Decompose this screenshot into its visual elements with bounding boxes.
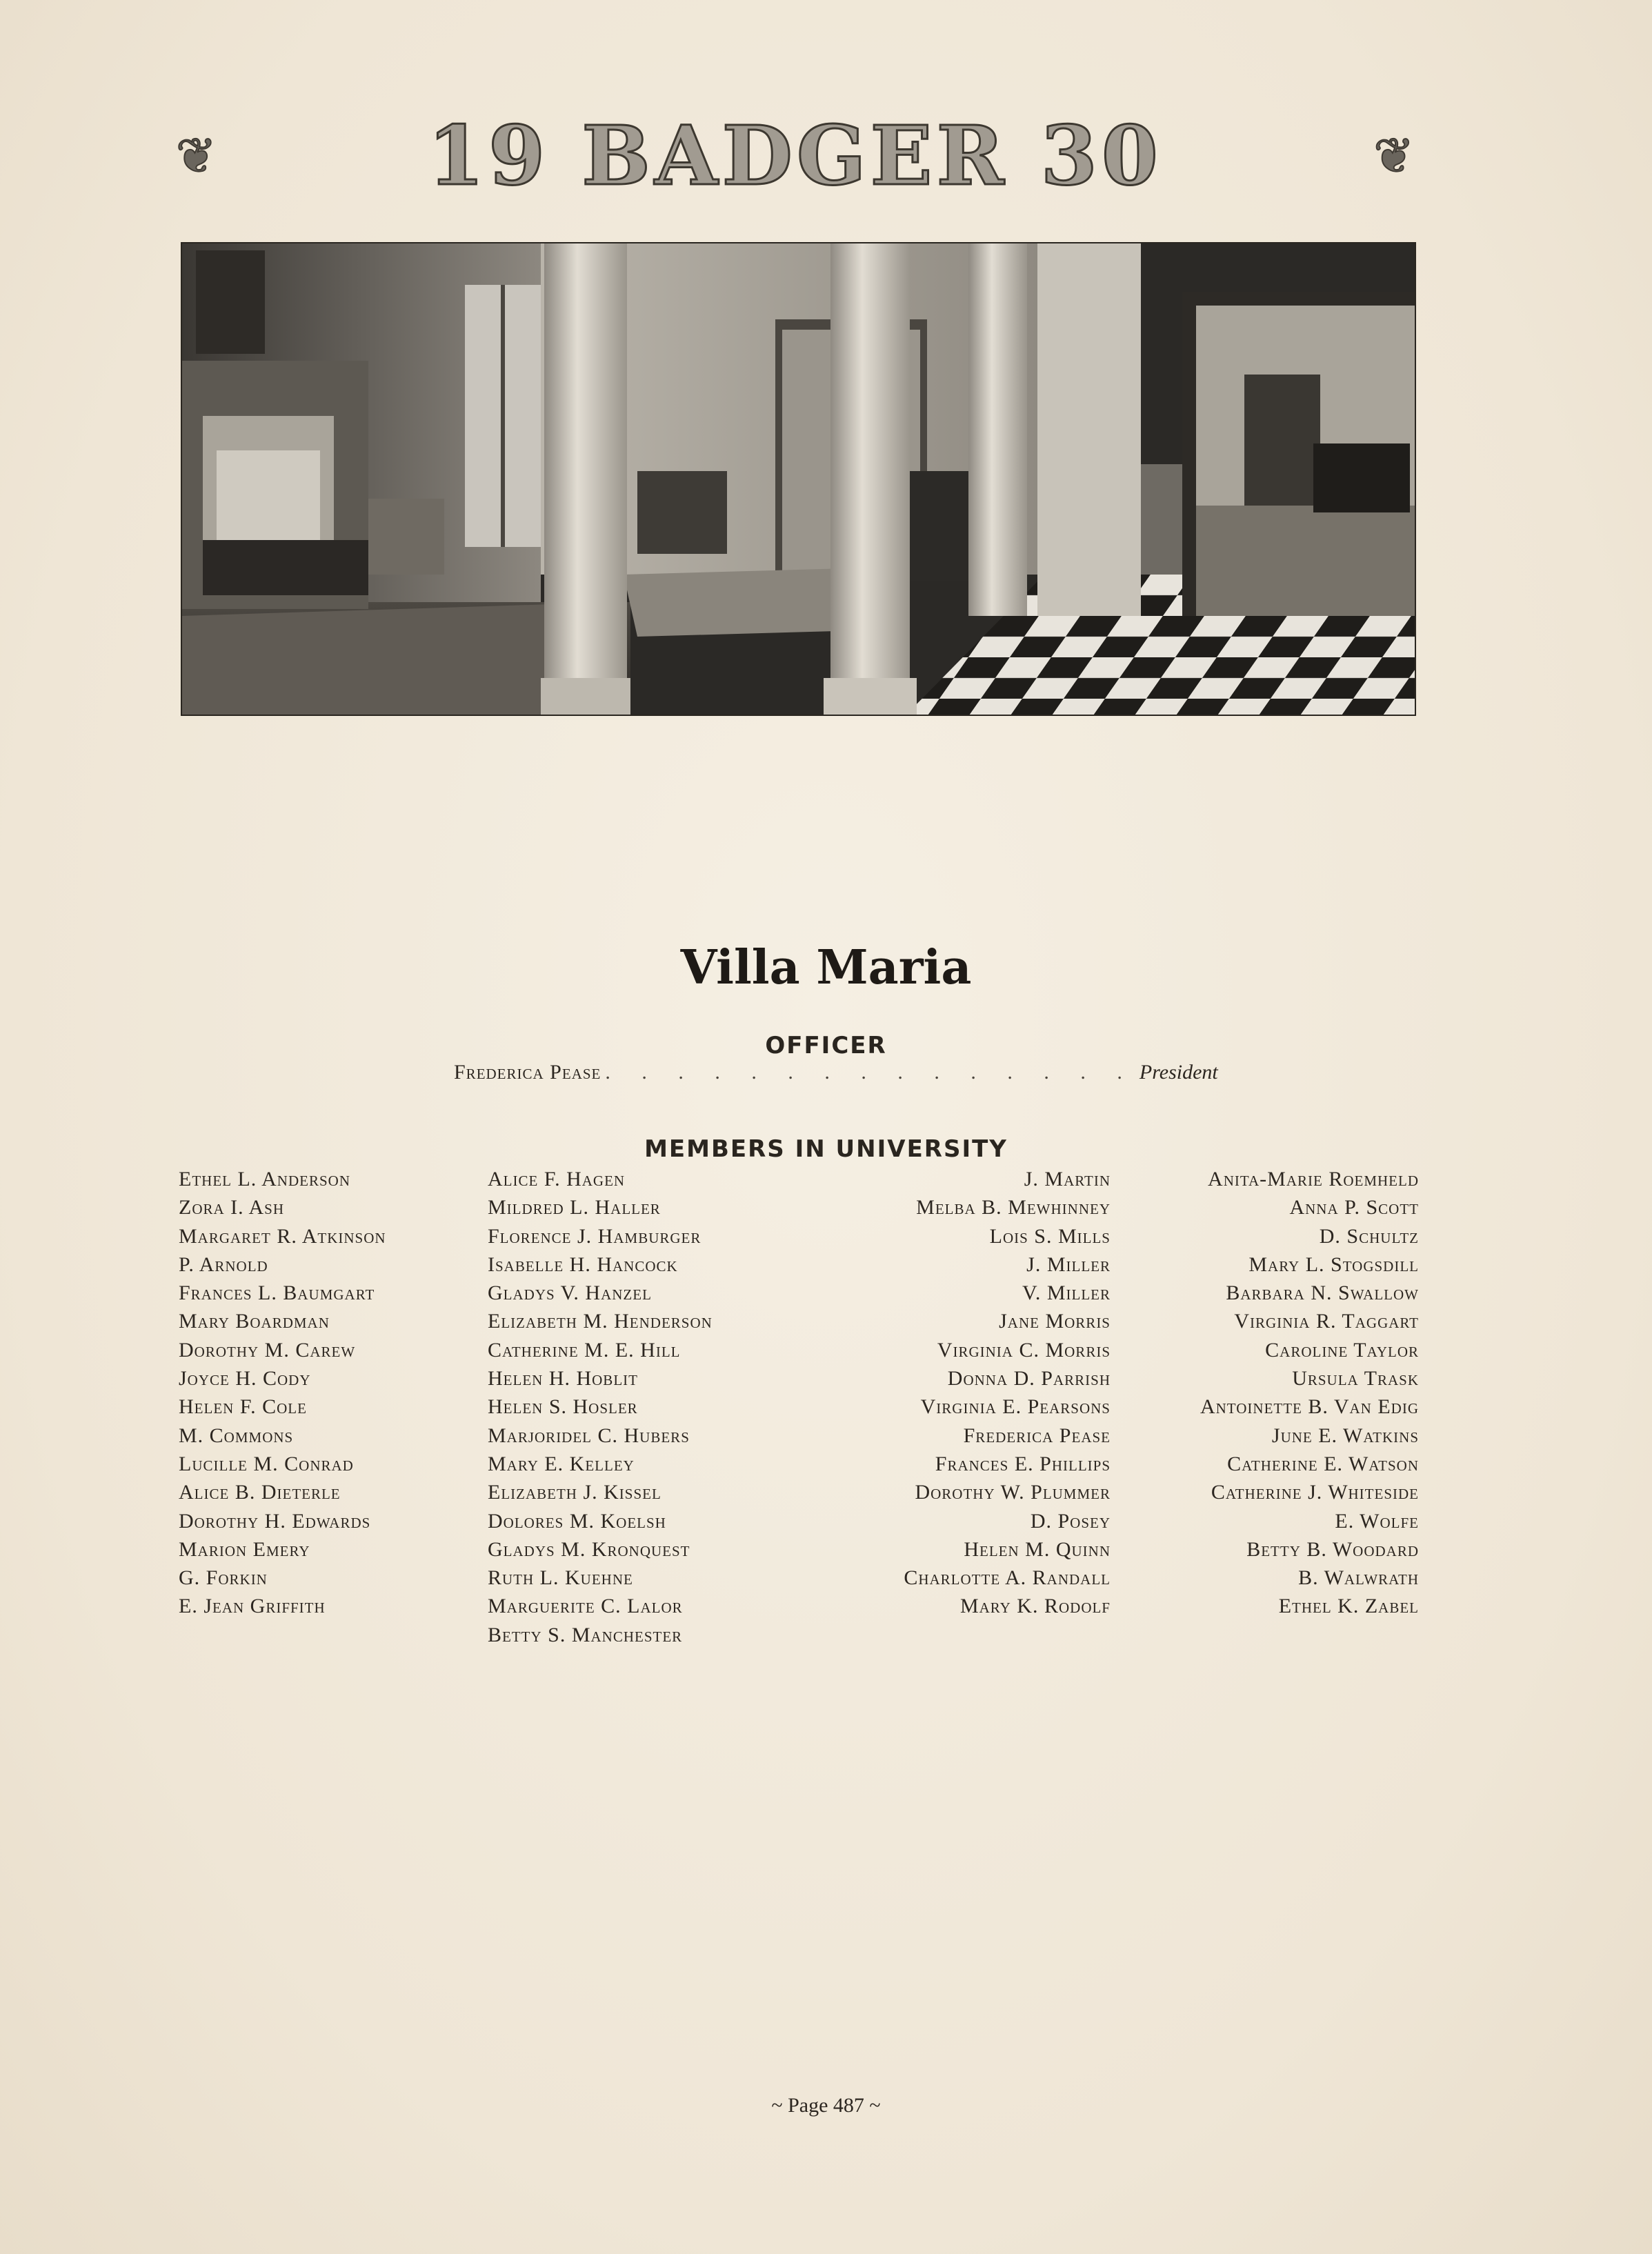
officer-name: Frederica Pease	[454, 1061, 601, 1084]
member-name: Alice B. Dieterle	[179, 1481, 341, 1504]
member-name: Isabelle H. Hancock	[488, 1253, 678, 1276]
officer-row	[454, 1061, 1218, 1091]
member-name: Mary E. Kelley	[488, 1452, 635, 1475]
member-name: Virginia C. Morris	[937, 1338, 1111, 1362]
member-name: Caroline Taylor	[1265, 1338, 1419, 1362]
member-name: June E. Watkins	[1271, 1424, 1419, 1447]
member-name: Charlotte A. Randall	[904, 1566, 1111, 1590]
member-name: B. Walwrath	[1298, 1566, 1419, 1590]
member-name: Elizabeth M. Henderson	[488, 1310, 713, 1333]
member-name: Dorothy M. Carew	[179, 1338, 356, 1362]
page-number: ~ Page 487 ~	[771, 2094, 881, 2117]
member-name: Helen F. Cole	[179, 1395, 307, 1419]
member-name: Catherine M. E. Hill	[488, 1338, 681, 1362]
member-name: M. Commons	[179, 1424, 294, 1447]
member-name: Catherine J. Whiteside	[1211, 1481, 1419, 1504]
interior-photo	[181, 242, 1416, 716]
member-name: D. Posey	[1030, 1509, 1111, 1533]
member-name: Mary L. Stogsdill	[1248, 1253, 1419, 1276]
member-name: P. Arnold	[179, 1253, 268, 1276]
members-column-2	[488, 1165, 713, 1649]
member-name: Dorothy W. Plummer	[915, 1481, 1111, 1504]
yearbook-banner	[176, 108, 1414, 203]
member-name: Antoinette B. Van Edig	[1200, 1395, 1419, 1419]
member-name: Alice F. Hagen	[488, 1168, 626, 1190]
member-name: Gladys M. Kronquest	[488, 1537, 690, 1561]
member-name: Ursula Trask	[1292, 1367, 1419, 1390]
members-column-3	[904, 1165, 1111, 1621]
member-name: Joyce H. Cody	[179, 1367, 311, 1390]
member-name: Mary K. Rodolf	[959, 1595, 1111, 1618]
member-name: Florence J. Hamburger	[488, 1224, 701, 1248]
member-name: Margaret R. Atkinson	[179, 1224, 386, 1248]
member-name: Virginia R. Taggart	[1234, 1310, 1419, 1333]
officer-title: President	[1139, 1061, 1218, 1084]
member-name: Frances E. Phillips	[935, 1452, 1111, 1475]
member-name: G. Forkin	[179, 1566, 268, 1590]
members-heading: MEMBERS IN UNIVERSITY	[644, 1135, 1008, 1163]
member-name: Marion Emery	[179, 1537, 310, 1561]
member-name: Frances L. Baumgart	[179, 1281, 375, 1305]
member-name: Dorothy H. Edwards	[179, 1509, 371, 1533]
member-name: Ethel L. Anderson	[179, 1168, 350, 1190]
member-name: V. Miller	[1022, 1281, 1111, 1305]
officer-leader-dots: . . . . . . . . . . . . . . .	[605, 1061, 1135, 1084]
members-column-4	[1200, 1165, 1419, 1621]
member-name: Anita-Marie Roemheld	[1208, 1168, 1419, 1190]
member-name: J. Martin	[1024, 1168, 1111, 1190]
officer-heading: OFFICER	[765, 1032, 887, 1059]
member-name: J. Miller	[1026, 1253, 1111, 1276]
club-title: Villa Maria	[680, 940, 972, 995]
member-name: Betty S. Manchester	[488, 1623, 683, 1646]
member-name: Mildred L. Haller	[488, 1196, 661, 1219]
member-name: Mary Boardman	[179, 1310, 330, 1333]
member-name: Gladys V. Hanzel	[488, 1281, 652, 1305]
member-name: Melba B. Mewhinney	[916, 1196, 1111, 1219]
member-name: Elizabeth J. Kissel	[488, 1481, 661, 1504]
member-name: E. Jean Griffith	[179, 1595, 326, 1618]
member-name: Zora I. Ash	[179, 1196, 285, 1219]
member-name: Marguerite C. Lalor	[488, 1595, 683, 1618]
ornament-left-icon: ❦	[176, 128, 217, 184]
members-column-1	[179, 1165, 386, 1621]
member-name: Lucille M. Conrad	[179, 1452, 354, 1475]
member-name: Lois S. Mills	[989, 1224, 1111, 1248]
member-name: Ruth L. Kuehne	[488, 1566, 633, 1590]
member-name: D. Schultz	[1319, 1224, 1419, 1248]
member-name: Marjoridel C. Hubers	[488, 1424, 690, 1447]
ornament-right-icon: ❦	[1373, 128, 1414, 184]
banner-title: 19 BADGER 30	[428, 108, 1162, 203]
member-name: Helen M. Quinn	[964, 1537, 1111, 1561]
member-name: Ethel K. Zabel	[1278, 1595, 1419, 1618]
member-name: Helen H. Hoblit	[488, 1367, 638, 1390]
member-name: Dolores M. Koelsh	[488, 1509, 666, 1533]
member-name: Jane Morris	[999, 1310, 1111, 1333]
member-name: Helen S. Hosler	[488, 1395, 638, 1419]
member-name: Barbara N. Swallow	[1226, 1281, 1419, 1305]
member-name: Donna D. Parrish	[947, 1367, 1111, 1390]
member-name: Virginia E. Pearsons	[920, 1395, 1111, 1419]
member-name: Anna P. Scott	[1289, 1196, 1419, 1219]
member-name: Catherine E. Watson	[1227, 1452, 1419, 1475]
member-name: Frederica Pease	[963, 1424, 1111, 1447]
member-name: Betty B. Woodard	[1246, 1537, 1419, 1561]
member-name: E. Wolfe	[1335, 1509, 1419, 1533]
